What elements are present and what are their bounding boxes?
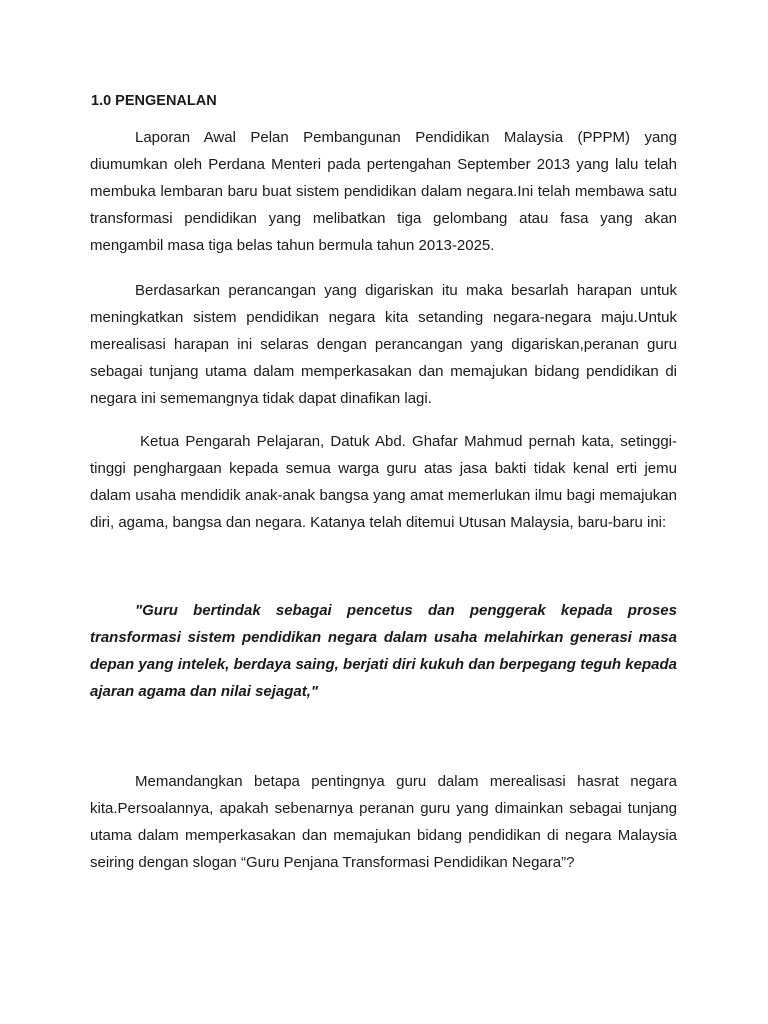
closing-paragraph: Memandangkan betapa pentingnya guru dalam merealisasi hasrat negara kita.Persoalannya, apakah sebenarnya peranan guru yang dimainkan sebagai tunjang utama dalam memperkasakan dan memajukan bidang pendidikan di negara Malaysia seiring dengan slogan “Guru Penjana Transformasi Pendidikan Negara”? xyxy=(90,773,677,871)
paragraph-3: Ketua Pengarah Pelajaran, Datuk Abd. Ghafar Mahmud pernah kata, setinggi-tinggi penghargaan kepada semua warga guru atas jasa bakti tidak kenal erti jemu dalam usaha mendidik anak-anak bangsa yang amat memerlukan ilmu bagi memajukan diri, agama, bangsa dan negara. Katanya telah ditemui Utusan Malaysia, baru-baru ini: xyxy=(90,433,677,531)
paragraph-1: Laporan Awal Pelan Pembangunan Pendidikan Malaysia (PPPM) yang diumumkan oleh Perdana Menteri pada pertengahan September 2013 yang lalu telah membuka lembaran baru buat sistem pendidikan dalam negara.Ini telah membawa satu transformasi pendidikan yang melibatkan tiga gelombang atau fasa yang akan mengambil masa tiga belas tahun bermula tahun 2013-2025. xyxy=(90,129,677,254)
quote-paragraph: "Guru bertindak sebagai pencetus dan penggerak kepada proses transformasi sistem pendidikan negara dalam usaha melahirkan generasi masa depan yang intelek, berdaya saing, berjati diri kukuh dan berpegang teguh kepada ajaran agama dan nilai sejagat," xyxy=(90,602,677,700)
paragraph-2: Berdasarkan perancangan yang digariskan itu maka besarlah harapan untuk meningkatkan sistem pendidikan negara kita setanding negara-negara maju.Untuk merealisasi harapan ini selaras dengan perancangan yang digariskan,peranan guru sebagai tunjang utama dalam memperkasakan dan memajukan bidang pendidikan di negara ini sememangnya tidak dapat dinafikan lagi. xyxy=(90,282,677,407)
section-heading: 1.0 PENGENALAN xyxy=(91,93,217,109)
